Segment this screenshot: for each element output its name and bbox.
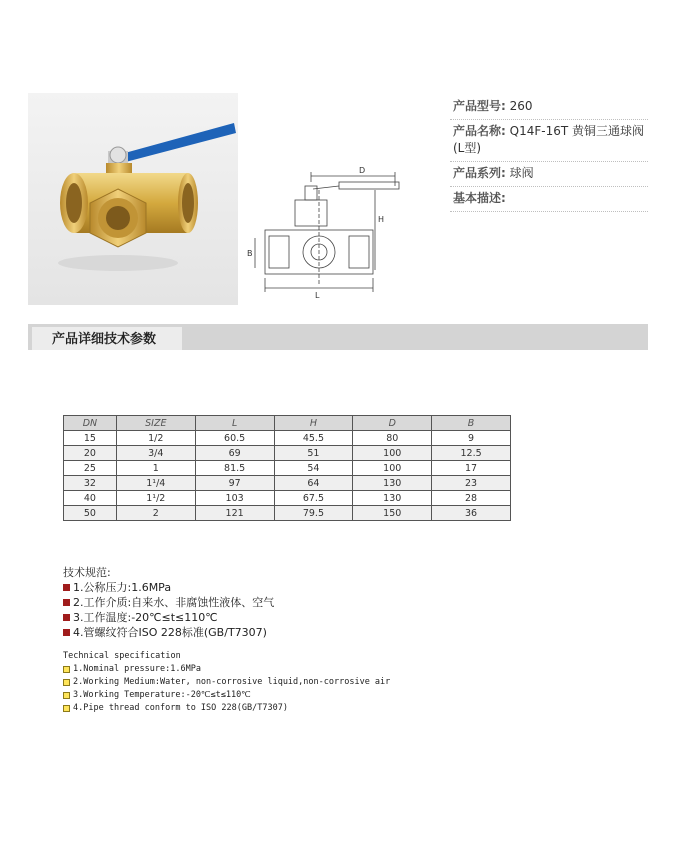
table-cell: 81.5 xyxy=(195,461,274,476)
table-cell: 32 xyxy=(64,476,117,491)
cn-spec-item: 4.管螺纹符合ISO 228标准(GB/T7307) xyxy=(73,626,267,639)
header-dn: DN xyxy=(64,416,117,431)
table-cell: 54 xyxy=(274,461,353,476)
yellow-bullet-icon xyxy=(63,666,70,673)
red-bullet-icon xyxy=(63,584,70,591)
dim-d-label: D xyxy=(359,166,366,175)
table-cell: 60.5 xyxy=(195,431,274,446)
list-item xyxy=(63,610,274,625)
table-cell: 36 xyxy=(432,506,511,521)
table-cell: 67.5 xyxy=(274,491,353,506)
header-size: SIZE xyxy=(116,416,195,431)
table-cell: 1¹/4 xyxy=(116,476,195,491)
en-spec-item: 2.Working Medium:Water, non-corrosive liquid,non-corrosive air xyxy=(73,677,391,687)
en-spec-item: 1.Nominal pressure:1.6MPa xyxy=(73,664,201,674)
product-info xyxy=(450,94,648,212)
table-cell: 45.5 xyxy=(274,431,353,446)
table-cell: 23 xyxy=(432,476,511,491)
table-cell: 9 xyxy=(432,431,511,446)
list-item xyxy=(63,580,274,595)
spec-table xyxy=(63,415,511,521)
yellow-bullet-icon xyxy=(63,679,70,686)
table-cell: 50 xyxy=(64,506,117,521)
section-tab: 产品详细技术参数 xyxy=(32,327,182,350)
header-l: L xyxy=(195,416,274,431)
table-cell: 12.5 xyxy=(432,446,511,461)
table-cell: 28 xyxy=(432,491,511,506)
model-value: 260 xyxy=(509,99,533,113)
red-bullet-icon xyxy=(63,599,70,606)
series-label: 产品系列: xyxy=(453,166,506,180)
cn-spec-item: 2.工作介质:自来水、非腐蚀性液体、空气 xyxy=(73,596,275,609)
table-cell: 103 xyxy=(195,491,274,506)
list-item xyxy=(63,595,274,610)
series-row xyxy=(450,162,648,187)
table-cell: 79.5 xyxy=(274,506,353,521)
model-row xyxy=(450,94,648,120)
en-spec-item: 4.Pipe thread conform to ISO 228(GB/T7307) xyxy=(73,703,288,713)
table-cell: 15 xyxy=(64,431,117,446)
table-cell: 3/4 xyxy=(116,446,195,461)
yellow-bullet-icon xyxy=(63,705,70,712)
table-cell: 97 xyxy=(195,476,274,491)
dim-b-label: B xyxy=(247,249,253,258)
table-row xyxy=(64,491,511,506)
dim-h-label: H xyxy=(378,215,385,224)
table-cell: 100 xyxy=(353,461,432,476)
table-cell: 121 xyxy=(195,506,274,521)
table-cell: 1 xyxy=(116,461,195,476)
table-cell: 64 xyxy=(274,476,353,491)
table-cell: 150 xyxy=(353,506,432,521)
name-row xyxy=(450,120,648,162)
spec-header-row xyxy=(64,416,511,431)
name-value: Q14F-16T 黄铜三通球阀(L型) xyxy=(453,124,645,155)
header-b: B xyxy=(432,416,511,431)
table-cell: 2 xyxy=(116,506,195,521)
red-bullet-icon xyxy=(63,614,70,621)
table-cell: 25 xyxy=(64,461,117,476)
cn-spec-item: 1.公称压力:1.6MPa xyxy=(73,581,172,594)
table-row xyxy=(64,431,511,446)
table-row xyxy=(64,446,511,461)
list-item xyxy=(63,625,274,640)
table-cell: 69 xyxy=(195,446,274,461)
table-cell: 80 xyxy=(353,431,432,446)
red-bullet-icon xyxy=(63,629,70,636)
table-cell: 1¹/2 xyxy=(116,491,195,506)
model-label: 产品型号: xyxy=(453,99,506,113)
list-item xyxy=(63,689,390,702)
desc-row xyxy=(450,187,648,212)
name-label: 产品名称: xyxy=(453,124,506,138)
table-cell: 130 xyxy=(353,476,432,491)
product-photo xyxy=(28,93,238,305)
dim-l-label: L xyxy=(315,291,320,300)
en-spec-list xyxy=(63,650,390,715)
yellow-bullet-icon xyxy=(63,692,70,699)
cn-spec-list xyxy=(63,565,274,640)
table-row xyxy=(64,461,511,476)
section-header xyxy=(28,324,648,350)
table-cell: 130 xyxy=(353,491,432,506)
cn-spec-item: 3.工作温度:-20℃≤t≤110℃ xyxy=(73,611,218,624)
list-item xyxy=(63,663,390,676)
table-cell: 1/2 xyxy=(116,431,195,446)
table-cell: 40 xyxy=(64,491,117,506)
list-item xyxy=(63,676,390,689)
table-cell: 20 xyxy=(64,446,117,461)
table-cell: 100 xyxy=(353,446,432,461)
desc-label: 基本描述: xyxy=(453,191,506,205)
en-spec-title: Technical specification xyxy=(63,651,181,661)
cn-spec-title: 技术规范: xyxy=(63,566,111,579)
table-cell: 17 xyxy=(432,461,511,476)
en-spec-item: 3.Working Temperature:-20℃≤t≤110℃ xyxy=(73,690,251,700)
series-value: 球阀 xyxy=(509,166,534,180)
header-h: H xyxy=(274,416,353,431)
table-row xyxy=(64,506,511,521)
technical-drawing xyxy=(243,160,401,302)
list-item xyxy=(63,702,390,715)
table-cell: 51 xyxy=(274,446,353,461)
table-row xyxy=(64,476,511,491)
header-d: D xyxy=(353,416,432,431)
